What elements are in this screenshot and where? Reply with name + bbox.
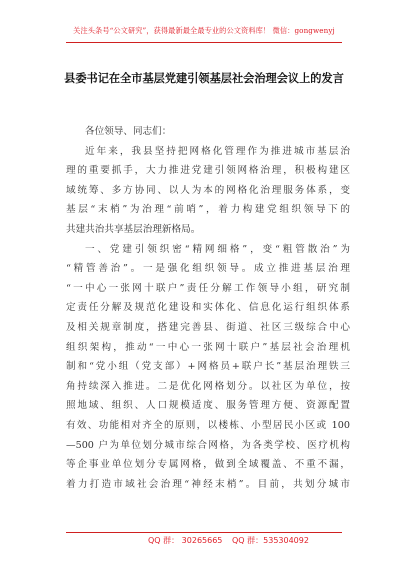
body-line: 照地域、组织、人口规模适度、服务管理方便、资源配置	[66, 400, 350, 412]
body-line: 近年来，我县坚持把网格化管理作为推进城市基层治	[85, 145, 350, 157]
body-line: 基层“末梢”为治理“前哨”，着力构建党组织领导下的	[66, 204, 350, 216]
qq-group-left: QQ 群： 30265665	[148, 536, 223, 545]
body-line: 及相关规章制度，搭建完善县、街道、社区三级综合中心	[66, 321, 350, 333]
header-divider	[66, 42, 342, 43]
body-line: 等企事业单位划分专属网格，做到全域覆盖、不重不漏，	[66, 459, 350, 471]
body-line: 有效、功能相对齐全的原则，以楼栋、小型居民小区或 100	[66, 419, 350, 431]
document-body	[66, 122, 350, 494]
body-line: 角持续深入推进。二是优化网格划分。以社区为单位，按	[66, 380, 350, 392]
qq-group-right: QQ 群：535304092	[232, 536, 309, 545]
body-line: 组织架构，推动“一中心一张网十联户”基层社会治理机	[66, 341, 350, 353]
body-line: “一中心一张网十联户”责任分解工作领导小组，研究制	[66, 282, 350, 294]
body-line: “精管善治”。一是强化组织领导。成立推进基层治理	[66, 263, 350, 275]
promo-header: 关注头条号“公文研究”，获得最新最全最专业的公文资料库！ 微信：gongwenyj	[73, 26, 335, 35]
body-line: 定责任分解及规范化建设和实体化、信息化运行组织体系	[66, 302, 350, 314]
body-line: 着力打造市域社会治理“神经末梢”。目前，共划分城市	[66, 478, 350, 490]
body-line: 制和“党小组（党支部）+网格员+联户长”基层治理铁三	[66, 361, 350, 373]
body-line: 理的重要抓手，大力推进党建引领网格治理，积极构建区	[66, 165, 350, 177]
body-line: 域统筹、多方协同、以人为本的网格化治理服务体系，变	[66, 184, 350, 196]
body-line: 共建共治共享基层治理新格局。	[66, 223, 201, 235]
salutation: 各位领导、同志们：	[85, 126, 172, 137]
body-line: 一、党建引领织密“精网细格”，变“粗管散治”为	[85, 243, 350, 255]
footer-divider	[66, 532, 342, 533]
document-title: 县委书记在全市基层党建引领基层社会治理会议上的发言	[64, 71, 344, 85]
body-line: —500 户为单位划分城市综合网格，为各类学校、医疗机构	[66, 439, 350, 451]
